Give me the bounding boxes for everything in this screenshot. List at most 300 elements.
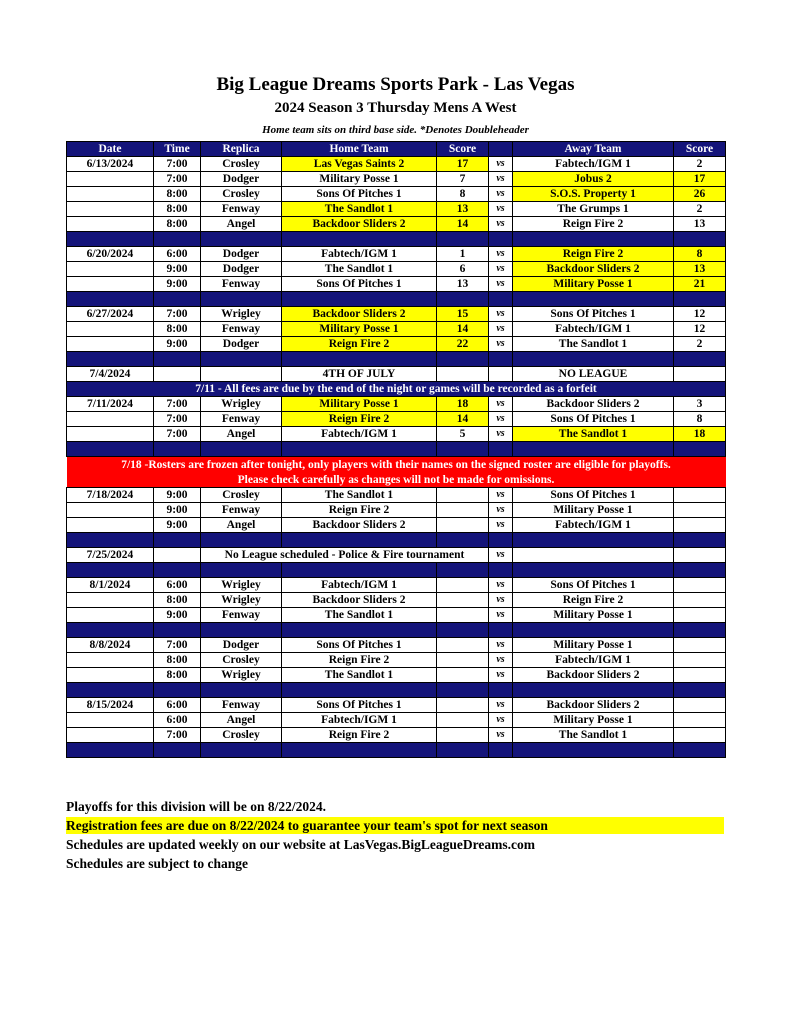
separator-cell [67,683,154,698]
away-score [674,653,726,668]
away-score: 3 [674,397,726,412]
separator-cell [201,743,282,758]
col-header-time: Time [154,142,201,157]
col-header-replica: Replica [201,142,282,157]
separator-cell [282,352,437,367]
game-date [67,653,154,668]
no-league-label: NO LEAGUE [513,367,674,382]
away-team: Reign Fire 2 [513,593,674,608]
away-team: Military Posse 1 [513,608,674,623]
home-team: Reign Fire 2 [282,728,437,743]
game-row [67,638,726,653]
week-separator-row [67,442,726,457]
separator-cell [154,683,201,698]
game-field: Fenway [201,322,282,337]
vs-label: vs [489,277,513,292]
vs-label: vs [489,698,513,713]
game-time: 9:00 [154,277,201,292]
home-score: 14 [437,322,489,337]
separator-cell [674,352,726,367]
home-score [437,578,489,593]
vs-label: vs [489,728,513,743]
away-team: Reign Fire 2 [513,217,674,232]
game-date [67,728,154,743]
separator-cell [489,442,513,457]
home-team: Sons Of Pitches 1 [282,638,437,653]
separator-cell [201,533,282,548]
home-team: Reign Fire 2 [282,337,437,352]
game-field: Wrigley [201,307,282,322]
game-field: Angel [201,518,282,533]
away-team: Fabtech/IGM 1 [513,653,674,668]
game-time: 7:00 [154,157,201,172]
vs-label: vs [489,713,513,728]
vs-label: vs [489,578,513,593]
game-field: Fenway [201,608,282,623]
col-header-date: Date [67,142,154,157]
game-row [67,157,726,172]
home-team: Backdoor Sliders 2 [282,217,437,232]
game-time: 7:00 [154,728,201,743]
away-team: The Sandlot 1 [513,427,674,442]
home-score: 18 [437,397,489,412]
home-score: 13 [437,277,489,292]
game-time: 7:00 [154,427,201,442]
roster-notice-row-1 [67,457,726,473]
separator-cell [67,292,154,307]
home-team: Fabtech/IGM 1 [282,427,437,442]
week-separator-row [67,743,726,758]
separator-cell [437,623,489,638]
week-separator-row [67,683,726,698]
game-date [67,202,154,217]
separator-cell [154,442,201,457]
game-date [67,518,154,533]
away-team: The Grumps 1 [513,202,674,217]
separator-cell [282,743,437,758]
game-row [67,728,726,743]
col-header-home-score: Score [437,142,489,157]
home-score: 14 [437,412,489,427]
game-time: 8:00 [154,187,201,202]
game-row [67,593,726,608]
empty-cell [154,367,201,382]
home-team: The Sandlot 1 [282,262,437,277]
vs-label: vs [489,337,513,352]
vs-label: vs [489,412,513,427]
separator-cell [154,232,201,247]
separator-cell [282,563,437,578]
away-score: 18 [674,427,726,442]
game-field: Fenway [201,503,282,518]
separator-cell [201,563,282,578]
fees-notice: 7/11 - All fees are due by the end of the night or games will be recorded as a forfeit [67,382,726,397]
away-team: Fabtech/IGM 1 [513,322,674,337]
game-time: 8:00 [154,202,201,217]
col-header-home-team: Home Team [282,142,437,157]
playoffs-note: Playoffs for this division will be on 8/22/2024. [66,799,327,814]
away-team: Fabtech/IGM 1 [513,518,674,533]
vs-label: vs [489,187,513,202]
game-date [67,277,154,292]
vs-label: vs [489,548,513,563]
col-header-away-team: Away Team [513,142,674,157]
home-score [437,518,489,533]
game-time: 9:00 [154,262,201,277]
separator-cell [67,442,154,457]
game-field: Fenway [201,412,282,427]
game-date [67,337,154,352]
game-time: 6:00 [154,578,201,593]
empty-cell [154,548,201,563]
game-time: 8:00 [154,668,201,683]
home-team: Fabtech/IGM 1 [282,247,437,262]
week-separator-row [67,352,726,367]
game-row [67,518,726,533]
separator-cell [489,533,513,548]
game-date: 8/15/2024 [67,698,154,713]
away-team: Reign Fire 2 [513,247,674,262]
week-separator-row [67,232,726,247]
game-row [67,322,726,337]
home-score: 6 [437,262,489,277]
away-score [674,728,726,743]
game-date [67,187,154,202]
away-score: 8 [674,247,726,262]
game-field: Wrigley [201,397,282,412]
game-time: 7:00 [154,638,201,653]
roster-notice-row-2 [67,472,726,488]
separator-cell [674,563,726,578]
home-team: The Sandlot 1 [282,202,437,217]
game-time: 7:00 [154,397,201,412]
home-score [437,488,489,503]
away-team: Backdoor Sliders 2 [513,698,674,713]
vs-label: vs [489,307,513,322]
home-score: 7 [437,172,489,187]
game-time: 9:00 [154,337,201,352]
registration-note: Registration fees are due on 8/22/2024 to guarantee your team's spot for next season [66,817,724,834]
separator-cell [513,352,674,367]
game-row [67,202,726,217]
game-field: Crosley [201,157,282,172]
away-score: 2 [674,337,726,352]
roster-notice-line-2: Please check carefully as changes will not be made for omissions. [67,472,726,488]
vs-label: vs [489,593,513,608]
away-team: Backdoor Sliders 2 [513,397,674,412]
separator-cell [154,352,201,367]
game-field: Angel [201,217,282,232]
away-score: 21 [674,277,726,292]
game-field: Crosley [201,653,282,668]
home-score: 13 [437,202,489,217]
away-score [674,578,726,593]
home-team: Reign Fire 2 [282,412,437,427]
home-score [437,653,489,668]
separator-cell [513,232,674,247]
page-subtitle: 2024 Season 3 Thursday Mens A West [274,100,517,116]
game-row [67,397,726,412]
home-team: Reign Fire 2 [282,503,437,518]
separator-cell [489,623,513,638]
vs-label: vs [489,488,513,503]
game-date [67,262,154,277]
week-separator-row [67,623,726,638]
away-score: 12 [674,307,726,322]
game-time: 9:00 [154,503,201,518]
separator-cell [674,683,726,698]
game-time: 8:00 [154,322,201,337]
away-team: Sons Of Pitches 1 [513,412,674,427]
separator-cell [154,623,201,638]
home-team: The Sandlot 1 [282,668,437,683]
home-score: 1 [437,247,489,262]
game-field: Fenway [201,202,282,217]
table-header-row [67,142,726,157]
separator-cell [674,232,726,247]
vs-label: vs [489,322,513,337]
away-score: 26 [674,187,726,202]
game-field: Wrigley [201,668,282,683]
roster-notice-line-1: 7/18 -Rosters are frozen after tonight, only players with their names on the signed roster are eligible for playoffs. [67,457,726,473]
game-date: 7/18/2024 [67,488,154,503]
page-title: Big League Dreams Sports Park - Las Vegas [216,74,575,95]
separator-cell [282,232,437,247]
away-score [674,608,726,623]
separator-cell [513,743,674,758]
separator-cell [674,533,726,548]
no-league-date: 7/25/2024 [67,548,154,563]
week-separator-row [67,292,726,307]
separator-cell [282,292,437,307]
away-score [674,713,726,728]
home-team: Backdoor Sliders 2 [282,518,437,533]
away-score [674,593,726,608]
holiday-row [67,367,726,382]
game-date [67,503,154,518]
home-team-note: Home team sits on third base side. *Denotes Doubleheader [262,124,529,136]
game-row [67,668,726,683]
home-score: 5 [437,427,489,442]
home-score [437,668,489,683]
vs-label: vs [489,397,513,412]
game-row [67,217,726,232]
separator-cell [489,352,513,367]
empty-cell [201,367,282,382]
away-score [674,638,726,653]
separator-cell [67,743,154,758]
separator-cell [201,292,282,307]
game-date [67,668,154,683]
game-date [67,593,154,608]
home-team: Fabtech/IGM 1 [282,713,437,728]
away-team: Sons Of Pitches 1 [513,307,674,322]
game-row [67,172,726,187]
game-field: Dodger [201,172,282,187]
game-row [67,247,726,262]
game-row [67,713,726,728]
game-field: Angel [201,427,282,442]
separator-cell [67,563,154,578]
separator-cell [437,683,489,698]
game-field: Wrigley [201,593,282,608]
separator-cell [201,683,282,698]
game-date [67,322,154,337]
separator-cell [282,442,437,457]
game-field: Angel [201,713,282,728]
away-team: The Sandlot 1 [513,728,674,743]
away-team: Military Posse 1 [513,503,674,518]
separator-cell [437,292,489,307]
home-score: 22 [437,337,489,352]
game-time: 9:00 [154,488,201,503]
separator-cell [437,442,489,457]
home-team: The Sandlot 1 [282,488,437,503]
home-score [437,713,489,728]
game-row [67,307,726,322]
away-score: 12 [674,322,726,337]
game-row [67,412,726,427]
game-date: 8/8/2024 [67,638,154,653]
game-row [67,608,726,623]
separator-cell [282,683,437,698]
vs-label: vs [489,518,513,533]
game-field: Crosley [201,728,282,743]
away-score [674,518,726,533]
game-row [67,503,726,518]
vs-label: vs [489,202,513,217]
separator-cell [201,442,282,457]
game-field: Dodger [201,262,282,277]
home-team: Military Posse 1 [282,172,437,187]
col-header-away-score: Score [674,142,726,157]
separator-cell [513,623,674,638]
separator-cell [489,683,513,698]
separator-cell [154,743,201,758]
away-team: Military Posse 1 [513,638,674,653]
separator-cell [282,533,437,548]
schedule-table [66,141,726,758]
home-score [437,698,489,713]
separator-cell [489,292,513,307]
away-team: Sons Of Pitches 1 [513,488,674,503]
game-field: Crosley [201,488,282,503]
game-time: 8:00 [154,593,201,608]
game-field: Fenway [201,698,282,713]
away-team: Military Posse 1 [513,713,674,728]
separator-cell [154,563,201,578]
game-date: 7/11/2024 [67,397,154,412]
away-score: 13 [674,262,726,277]
away-team: Backdoor Sliders 2 [513,262,674,277]
separator-cell [67,352,154,367]
home-team: The Sandlot 1 [282,608,437,623]
game-field: Dodger [201,337,282,352]
away-team: Sons Of Pitches 1 [513,578,674,593]
week-separator-row [67,533,726,548]
home-score: 14 [437,217,489,232]
away-score: 8 [674,412,726,427]
separator-cell [437,533,489,548]
home-score: 8 [437,187,489,202]
separator-cell [154,533,201,548]
game-date [67,217,154,232]
no-league-row [67,548,726,563]
game-row [67,578,726,593]
game-row [67,488,726,503]
week-separator-row [67,563,726,578]
away-score [674,488,726,503]
away-score: 17 [674,172,726,187]
separator-cell [437,743,489,758]
empty-cell [674,548,726,563]
vs-label: vs [489,157,513,172]
home-score [437,638,489,653]
game-date: 6/20/2024 [67,247,154,262]
separator-cell [282,623,437,638]
separator-cell [674,292,726,307]
home-team: Military Posse 1 [282,322,437,337]
game-date [67,412,154,427]
separator-cell [67,623,154,638]
vs-label: vs [489,608,513,623]
game-time: 9:00 [154,518,201,533]
home-team: Reign Fire 2 [282,653,437,668]
game-date: 6/13/2024 [67,157,154,172]
away-score [674,503,726,518]
home-team: Sons Of Pitches 1 [282,277,437,292]
game-time: 8:00 [154,653,201,668]
separator-cell [513,292,674,307]
home-score: 17 [437,157,489,172]
home-team: Military Posse 1 [282,397,437,412]
away-score [674,668,726,683]
home-team: Sons Of Pitches 1 [282,698,437,713]
game-row [67,187,726,202]
vs-label: vs [489,172,513,187]
away-score: 2 [674,202,726,217]
game-date [67,713,154,728]
empty-cell [513,548,674,563]
game-row [67,262,726,277]
empty-cell [674,367,726,382]
vs-label: vs [489,247,513,262]
col-header-vs [489,142,513,157]
away-team: S.O.S. Property 1 [513,187,674,202]
separator-cell [154,292,201,307]
vs-label: vs [489,427,513,442]
holiday-label: 4TH OF JULY [282,367,437,382]
away-team: The Sandlot 1 [513,337,674,352]
separator-cell [674,623,726,638]
subject-to-change-note: Schedules are subject to change [66,856,248,871]
game-field: Dodger [201,638,282,653]
away-team: Jobus 2 [513,172,674,187]
game-time: 8:00 [154,217,201,232]
vs-label: vs [489,668,513,683]
game-time: 7:00 [154,307,201,322]
game-row [67,698,726,713]
separator-cell [489,563,513,578]
game-field: Wrigley [201,578,282,593]
holiday-date: 7/4/2024 [67,367,154,382]
fees-notice-row [67,382,726,397]
game-field: Fenway [201,277,282,292]
game-date [67,172,154,187]
home-score [437,593,489,608]
home-team: Fabtech/IGM 1 [282,578,437,593]
separator-cell [437,563,489,578]
